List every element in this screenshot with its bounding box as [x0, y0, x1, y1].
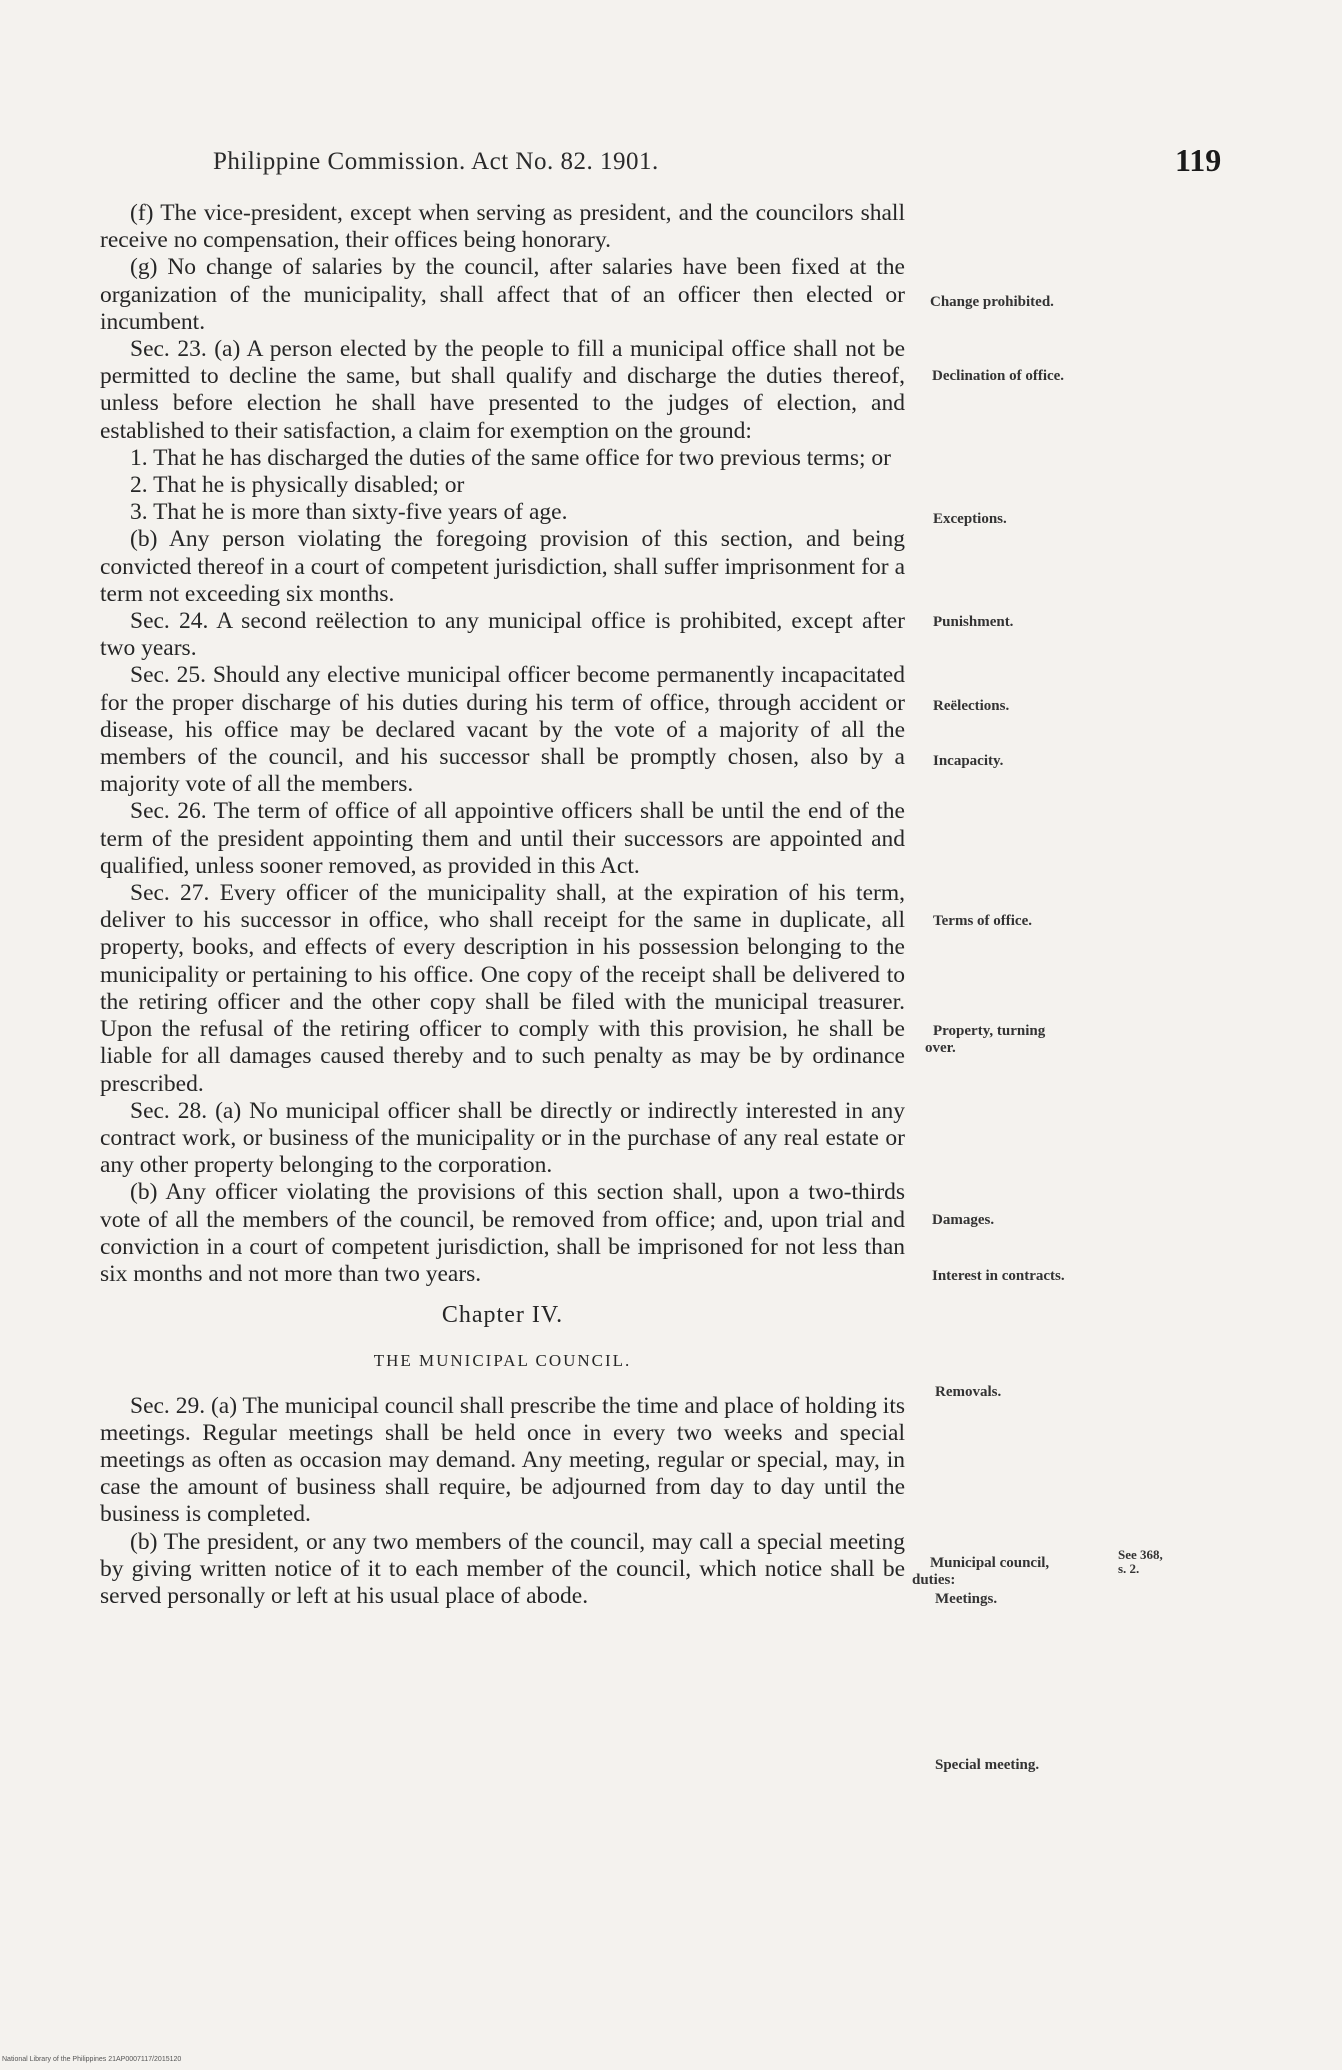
section-27: Sec. 27. Every officer of the municipality shall, at the expiration of his term, deliver to his successor in office, who shall receipt for the same in duplicate, all property, books, and effects of every description in his possession belonging to the municipality or pertaining to his office. One copy of the receipt shall be delivered to the retiring officer and the other copy shall be filed with the municipal treasurer. Upon the refusal of the retiring officer to comply with this provision, he shall be liable for all damages caused thereby and to such penalty as may be by ordinance prescribed. — [100, 880, 905, 1097]
sidenote-council-ref-line1: See 368, — [1118, 1547, 1163, 1562]
sidenote-property-line1: Property, turning — [933, 1023, 1046, 1039]
sidenote-property-line2: over. — [925, 1040, 956, 1056]
sidenote-punishment: Punishment. — [933, 614, 1014, 630]
sidenote-terms: Terms of office. — [933, 913, 1032, 929]
sidenote-reelections: Reëlections. — [933, 698, 1010, 714]
sidenote-interest: Interest in contracts. — [932, 1268, 1065, 1284]
sidenote-exceptions: Exceptions. — [933, 511, 1007, 527]
paragraph-g: (g) No change of salaries by the council, after salaries have been fixed at the organization of the municipality, shall affect that of an officer then elected or incumbent. — [100, 254, 905, 335]
scan-footer: National Library of the Philippines 21AP0007117/2015120 — [2, 2056, 182, 2063]
section-23b: (b) Any person violating the foregoing provision of this section, and being convicted thereof in a court of competent jurisdiction, shall suffer imprisonment for a term not exceeding six months. — [100, 526, 905, 607]
sidenote-removals: Removals. — [935, 1384, 1002, 1400]
sidenote-incapacity: Incapacity. — [933, 753, 1004, 769]
sidenote-council-reference — [1118, 1548, 1163, 1576]
sidenote-declination: Declination of office. — [932, 368, 1065, 384]
section-28a: Sec. 28. (a) No municipal officer shall be directly or indirectly interested in any contract work, or business of the municipality or in the purchase of any real estate or any other property belonging to the corporation. — [100, 1097, 905, 1179]
sidenote-change-prohibited: Change prohibited. — [930, 294, 1054, 310]
exception-3: 3. That he is more than sixty-five years of age. — [130, 499, 568, 526]
sidenote-special-meeting: Special meeting. — [935, 1757, 1040, 1773]
section-23a: Sec. 23. (a) A person elected by the people to fill a municipal office shall not be permitted to decline the same, but shall qualify and discharge the duties thereof, unless before election he shall have presented to the judges of election, and established to their satisfaction, a claim for exemption on the ground: — [100, 336, 905, 444]
sidenote-council-line2: duties: — [912, 1572, 956, 1588]
exception-2: 2. That he is physically disabled; or — [130, 472, 465, 499]
sidenote-damages: Damages. — [932, 1212, 995, 1228]
exception-1: 1. That he has discharged the duties of the same office for two previous terms; or — [130, 444, 891, 471]
section-29a: Sec. 29. (a) The municipal council shall prescribe the time and place of holding its meetings. Regular meetings shall be held once in every two weeks and special meetings as often as occasion may demand. Any meeting, regular or special, may, in case the amount of business shall require, be adjourned from day to day until the business is completed. — [100, 1392, 905, 1528]
chapter-subheading: THE MUNICIPAL COUNCIL. — [373, 1351, 632, 1371]
section-25: Sec. 25. Should any elective municipal officer become permanently incapacitated for the proper discharge of his duties during his term of office, through accident or disease, his office may be declared vacant by the vote of a majority of all the members of the council, and his successor shall be promptly chosen, also by a majority vote of all the members. — [100, 662, 905, 798]
page-number: 119 — [1175, 142, 1222, 178]
sidenote-council-ref-line2: s. 2. — [1118, 1561, 1140, 1576]
section-29b: (b) The president, or any two members of the council, may call a special meeting by giving written notice of it to each member of the council, which notice shall be served personally or left at his usual place of abode. — [100, 1528, 905, 1609]
section-28b: (b) Any officer violating the provisions of this section shall, upon a two-thirds vote of all the members of the council, be removed from office; and, upon trial and conviction in a court of competent jurisdiction, shall be imprisoned for not less than six months and not more than two years. — [100, 1179, 905, 1287]
sidenote-meetings: Meetings. — [935, 1591, 998, 1607]
running-title: Philippine Commission. Act No. 82. 1901. — [213, 148, 659, 175]
section-24: Sec. 24. A second reëlection to any municipal office is prohibited, except after two years. — [100, 608, 905, 662]
sidenote-property — [925, 1023, 1046, 1057]
section-26: Sec. 26. The term of office of all appointive officers shall be until the end of the term of the president appointing them and until their successors are appointed and qualified, unless sooner removed, as provided in this Act. — [100, 798, 905, 879]
body-text — [100, 200, 905, 1610]
chapter-heading: Chapter IV. — [441, 1302, 564, 1329]
sidenote-council-line1: Municipal council, — [930, 1555, 1050, 1571]
sidenote-council — [912, 1555, 1050, 1589]
paragraph-f: (f) The vice-president, except when serving as president, and the councilors shall receive no compensation, their offices being honorary. — [100, 200, 905, 254]
